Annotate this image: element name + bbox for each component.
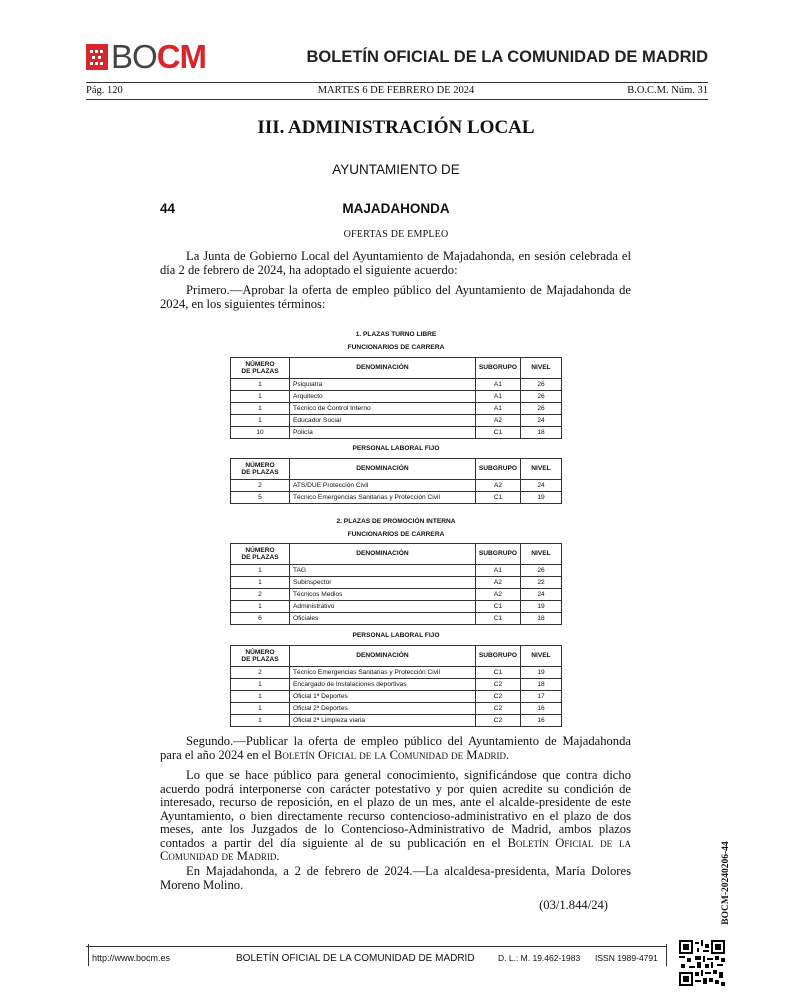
cell-nivel: 26 bbox=[521, 391, 562, 403]
cell-nivel: 19 bbox=[521, 667, 562, 679]
cell-subgrupo: A2 bbox=[475, 577, 520, 589]
cell-denominacion: Subinspector bbox=[290, 577, 476, 589]
document-subtitle: OFERTAS DE EMPLEO bbox=[343, 229, 449, 240]
cell-nivel: 24 bbox=[521, 589, 562, 601]
col-denominacion: DENOMINACIÓN bbox=[290, 459, 476, 480]
cell-denominacion: Oficiales bbox=[290, 613, 476, 625]
table-row bbox=[231, 415, 562, 427]
reference-number: (03/1.844/24) bbox=[539, 898, 608, 912]
col-denominacion: DENOMINACIÓN bbox=[290, 646, 476, 667]
entry-number: 44 bbox=[160, 201, 176, 216]
page-number: Pág. 120 bbox=[86, 85, 123, 96]
cell-numero: 1 bbox=[231, 715, 290, 727]
table-row bbox=[231, 391, 562, 403]
cell-numero: 1 bbox=[231, 691, 290, 703]
cell-numero: 1 bbox=[231, 379, 290, 391]
cell-numero: 2 bbox=[231, 480, 290, 492]
cell-numero: 1 bbox=[231, 391, 290, 403]
cell-nivel: 26 bbox=[521, 379, 562, 391]
meta-rule bbox=[86, 99, 708, 100]
footer-divider-right bbox=[666, 944, 667, 966]
journal-title: BOLETÍN OFICIAL DE LA COMUNIDAD DE MADRID bbox=[306, 48, 708, 66]
cell-subgrupo: A1 bbox=[475, 391, 520, 403]
cell-numero: 1 bbox=[231, 577, 290, 589]
cell-nivel: 24 bbox=[521, 480, 562, 492]
section-1-heading: 1. PLAZAS TURNO LIBRE bbox=[355, 331, 437, 338]
cell-nivel: 22 bbox=[521, 577, 562, 589]
cell-numero: 1 bbox=[231, 415, 290, 427]
section-2a-heading: FUNCIONARIOS DE CARRERA bbox=[347, 531, 445, 538]
col-nivel: NIVEL bbox=[521, 544, 562, 565]
footer-divider-left bbox=[88, 944, 89, 966]
cell-numero: 1 bbox=[231, 703, 290, 715]
footer-issn: ISSN 1989-4791 bbox=[595, 953, 658, 963]
col-denominacion: DENOMINACIÓN bbox=[290, 544, 476, 565]
cell-denominacion: Oficial 2ª Limpieza viaria bbox=[290, 715, 476, 727]
col-subgrupo: SUBGRUPO bbox=[475, 358, 520, 379]
cell-denominacion: Policía bbox=[290, 427, 476, 439]
table-row bbox=[231, 667, 562, 679]
col-numero: NÚMERO DE PLAZAS bbox=[231, 544, 290, 565]
ayuntamiento-label: AYUNTAMIENTO DE bbox=[332, 162, 460, 177]
bocm-logo bbox=[86, 40, 206, 74]
table-row bbox=[231, 427, 562, 439]
section-2b-heading: PERSONAL LABORAL FIJO bbox=[352, 632, 440, 639]
issue-date: MARTES 6 DE FEBRERO DE 2024 bbox=[317, 85, 475, 96]
cell-numero: 5 bbox=[231, 492, 290, 504]
cell-subgrupo: A2 bbox=[475, 480, 520, 492]
col-nivel: NIVEL bbox=[521, 358, 562, 379]
col-subgrupo: SUBGRUPO bbox=[475, 459, 520, 480]
footer-title: BOLETÍN OFICIAL DE LA COMUNIDAD DE MADRID bbox=[236, 953, 475, 964]
vertical-code: BOCM-20240206-44 bbox=[721, 841, 731, 925]
cell-numero: 1 bbox=[231, 679, 290, 691]
cell-denominacion: TAG bbox=[290, 565, 476, 577]
cell-denominacion: Educador Social bbox=[290, 415, 476, 427]
cell-numero: 6 bbox=[231, 613, 290, 625]
cell-subgrupo: C1 bbox=[475, 601, 520, 613]
cell-denominacion: Técnico Emergencias Sanitarias y Protección Civil bbox=[290, 667, 476, 679]
table-row bbox=[231, 492, 562, 504]
footer-legal-deposit: D. L.: M. 19.462-1983 bbox=[498, 953, 581, 963]
cell-nivel: 26 bbox=[521, 565, 562, 577]
cell-nivel: 17 bbox=[521, 691, 562, 703]
cell-subgrupo: A1 bbox=[475, 403, 520, 415]
table-promocion-laboral bbox=[230, 645, 562, 727]
footer-url-link[interactable]: http://www.bocm.es bbox=[92, 953, 171, 963]
cell-denominacion: Encargado de Instalaciones deportivas bbox=[290, 679, 476, 691]
logo-cm: CM bbox=[156, 38, 207, 75]
cell-denominacion: Psiquiatra bbox=[290, 379, 476, 391]
table-turno-libre-laboral bbox=[230, 458, 562, 504]
col-numero: NÚMERO DE PLAZAS bbox=[231, 646, 290, 667]
paragraph-2: Primero.—Aprobar la oferta de empleo público del Ayuntamiento de Majadahonda de 2024, en los siguientes términos: bbox=[160, 283, 631, 311]
cell-numero: 1 bbox=[231, 403, 290, 415]
paragraph-3: Segundo.—Publicar la oferta de empleo público del Ayuntamiento de Majadahonda para el año 2024 en el Boletín Oficial de la Comunidad de Madrid. bbox=[160, 734, 631, 762]
col-numero: NÚMERO DE PLAZAS bbox=[231, 358, 290, 379]
cell-subgrupo: C1 bbox=[475, 427, 520, 439]
table-row bbox=[231, 403, 562, 415]
cell-nivel: 18 bbox=[521, 613, 562, 625]
table-row bbox=[231, 565, 562, 577]
section-title: III. ADMINISTRACIÓN LOCAL bbox=[257, 117, 535, 138]
cell-denominacion: Oficial 2ª Deportes bbox=[290, 703, 476, 715]
table-row bbox=[231, 715, 562, 727]
col-nivel: NIVEL bbox=[521, 646, 562, 667]
cell-denominacion: Técnico Emergencias Sanitarias y Protección Civil bbox=[290, 492, 476, 504]
logo-bo: BO bbox=[111, 38, 157, 75]
cell-nivel: 19 bbox=[521, 492, 562, 504]
cell-subgrupo: A1 bbox=[475, 565, 520, 577]
cell-subgrupo: C2 bbox=[475, 703, 520, 715]
col-subgrupo: SUBGRUPO bbox=[475, 544, 520, 565]
cell-subgrupo: A2 bbox=[475, 415, 520, 427]
cell-subgrupo: A1 bbox=[475, 379, 520, 391]
table-row bbox=[231, 601, 562, 613]
paragraph-4: Lo que se hace público para general conocimiento, significándose que contra dicho acuerdo podrá interponerse con carácter potestativo y por quien acredite su condición de interesado, recurso de reposición, en el plazo de un mes, ante el alcalde-presidente de este Ayuntamiento, o bien directamente recurso contencioso-administrativo en el plazo de dos meses, ante los Juzgados de lo Contencioso-Administrativo de Madrid, ambos plazos contados a partir del día siguiente al de su publicación en el Boletín Oficial de la Comunidad de Madrid. bbox=[160, 768, 631, 863]
qr-code-icon bbox=[679, 940, 725, 986]
header-rule bbox=[86, 82, 708, 83]
cell-subgrupo: A2 bbox=[475, 589, 520, 601]
cell-nivel: 18 bbox=[521, 427, 562, 439]
paragraph-5: En Majadahonda, a 2 de febrero de 2024.—La alcaldesa-presidenta, María Dolores Moreno Molino. bbox=[160, 864, 631, 892]
table-row bbox=[231, 480, 562, 492]
cell-subgrupo: C1 bbox=[475, 667, 520, 679]
town-name: MAJADAHONDA bbox=[342, 201, 450, 216]
table-row bbox=[231, 703, 562, 715]
section-2-heading: 2. PLAZAS DE PROMOCIÓN INTERNA bbox=[336, 518, 456, 525]
cell-denominacion: Técnico de Control Interno bbox=[290, 403, 476, 415]
table-row bbox=[231, 577, 562, 589]
col-subgrupo: SUBGRUPO bbox=[475, 646, 520, 667]
cell-nivel: 18 bbox=[521, 679, 562, 691]
col-denominacion: DENOMINACIÓN bbox=[290, 358, 476, 379]
cell-subgrupo: C2 bbox=[475, 715, 520, 727]
cell-nivel: 26 bbox=[521, 403, 562, 415]
cell-numero: 1 bbox=[231, 565, 290, 577]
table-row bbox=[231, 691, 562, 703]
cell-numero: 10 bbox=[231, 427, 290, 439]
section-1a-heading: FUNCIONARIOS DE CARRERA bbox=[347, 344, 445, 351]
cell-nivel: 16 bbox=[521, 703, 562, 715]
table-row bbox=[231, 589, 562, 601]
cell-nivel: 19 bbox=[521, 601, 562, 613]
col-numero: NÚMERO DE PLAZAS bbox=[231, 459, 290, 480]
cell-numero: 2 bbox=[231, 589, 290, 601]
footer-rule bbox=[86, 946, 666, 947]
table-turno-libre-funcionarios bbox=[230, 357, 562, 439]
cell-numero: 2 bbox=[231, 667, 290, 679]
table-row bbox=[231, 613, 562, 625]
madrid-flag-icon bbox=[86, 44, 108, 70]
cell-nivel: 16 bbox=[521, 715, 562, 727]
cell-subgrupo: C2 bbox=[475, 679, 520, 691]
cell-denominacion: ATS/DUE Protección Civil bbox=[290, 480, 476, 492]
table-row bbox=[231, 679, 562, 691]
cell-subgrupo: C1 bbox=[475, 492, 520, 504]
col-nivel: NIVEL bbox=[521, 459, 562, 480]
paragraph-1: La Junta de Gobierno Local del Ayuntamiento de Majadahonda, en sesión celebrada el día 2 de febrero de 2024, ha adoptado el siguiente acuerdo: bbox=[160, 249, 631, 277]
cell-subgrupo: C2 bbox=[475, 691, 520, 703]
cell-denominacion: Arquitecto bbox=[290, 391, 476, 403]
section-1b-heading: PERSONAL LABORAL FIJO bbox=[352, 445, 440, 452]
issue-number: B.O.C.M. Núm. 31 bbox=[627, 85, 708, 96]
table-row bbox=[231, 379, 562, 391]
table-promocion-funcionarios bbox=[230, 543, 562, 625]
cell-denominacion: Administrativo bbox=[290, 601, 476, 613]
cell-numero: 1 bbox=[231, 601, 290, 613]
cell-nivel: 24 bbox=[521, 415, 562, 427]
cell-subgrupo: C1 bbox=[475, 613, 520, 625]
cell-denominacion: Técnicos Medios bbox=[290, 589, 476, 601]
cell-denominacion: Oficial 1ª Deportes bbox=[290, 691, 476, 703]
